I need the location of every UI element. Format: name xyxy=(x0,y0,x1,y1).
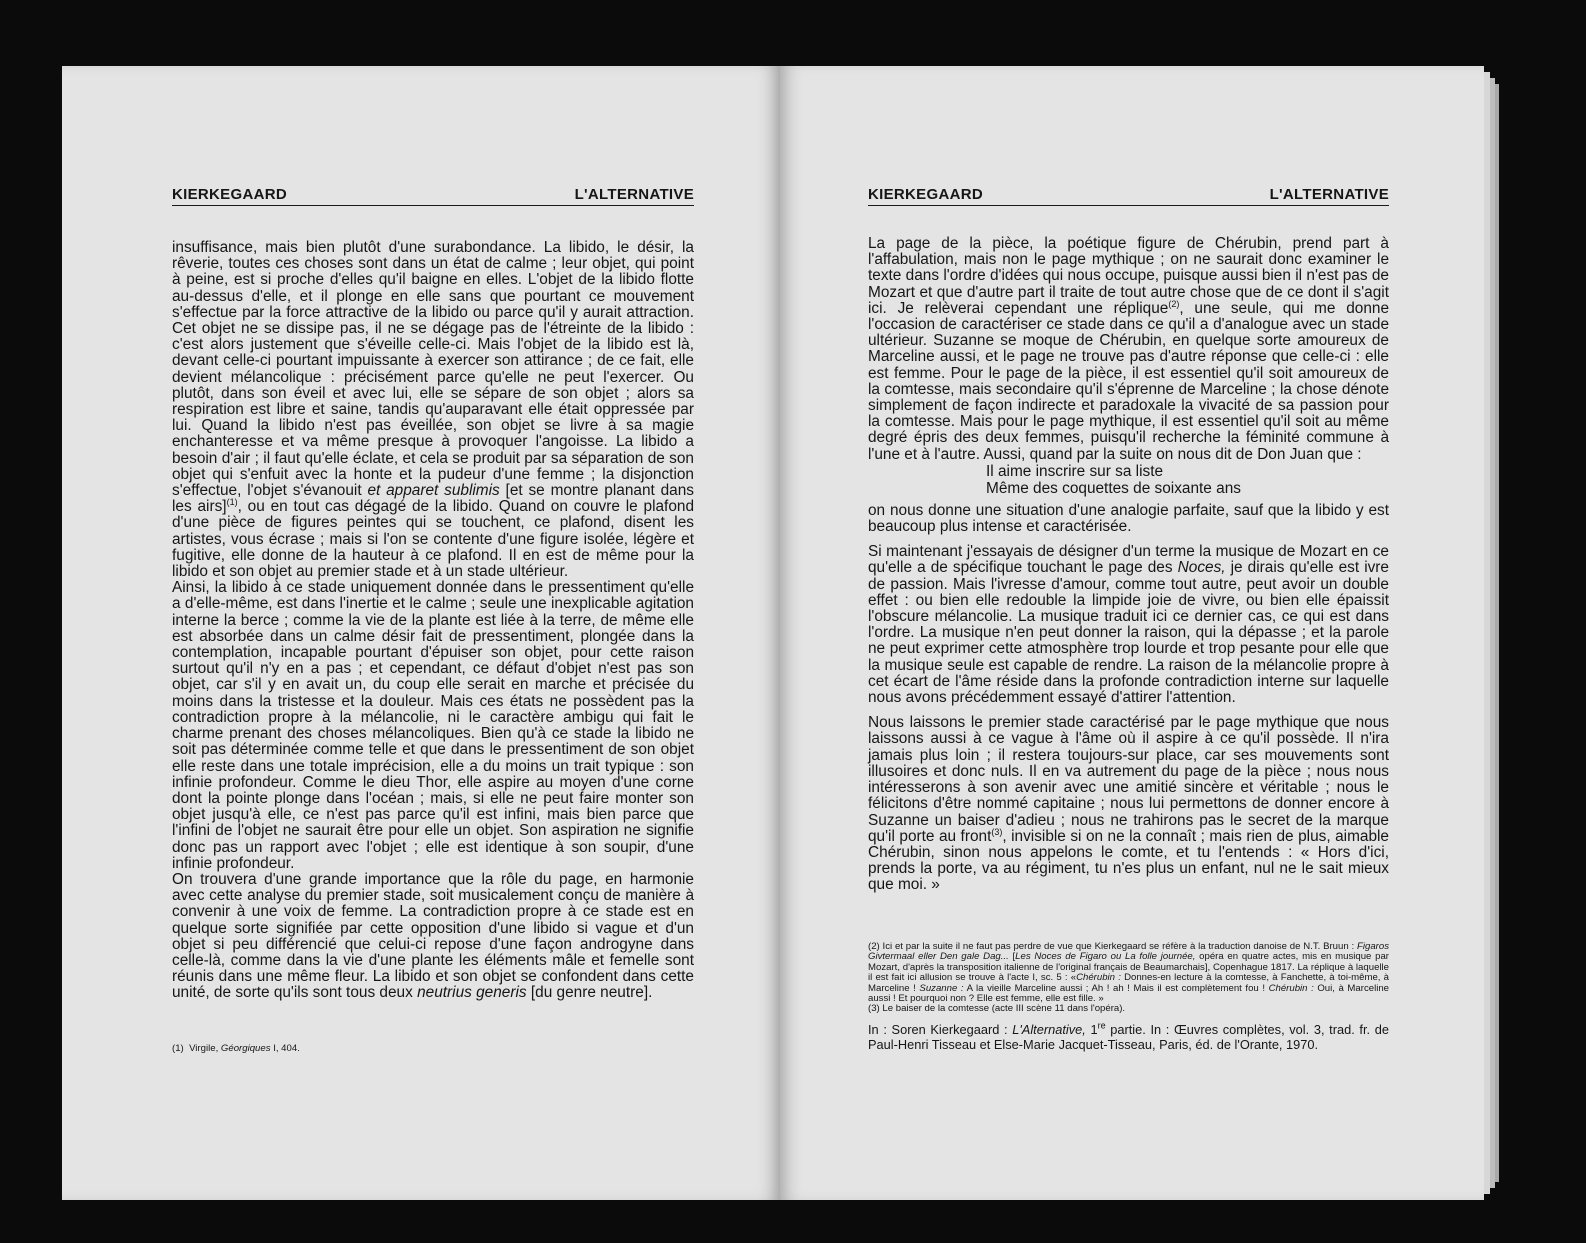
verse-quote xyxy=(986,463,1389,497)
paragraph: insuffisance, mais bien plutôt d'une surabondance. La libido, le désir, la rêverie, toutes ces choses sont dans un état de calme ; leur objet, qui point à peine, est si proche d'elles qu'il baigne en elles. L'objet de la libido flotte au-dessus d'elle, et il plonge en elle sans que pourtant ce mouvement s'effectue par la force attractive de la libido ou parce qu'il y aurait attraction. Cet objet ne se dissipe pas, il ne se dégage pas de l'étreinte de la libido : c'est alors justement que s'éveille celle-ci. Mais l'objet de la libido est là, devant celle-ci pourtant impuissante à exercer son attirance ; de ce fait, elle devient mélancolique : précisément parce qu'elle ne peut l'exercer. Ou plutôt, dans son éveil et avec lui, elle se sépare de son objet ; alors sa respiration est libre et saine, tandis qu'auparavant elle était oppressée par lui. Quand la libido n'est pas éveillée, son objet se livre à sa magie enchanteresse et va même presque à provoquer l'angoisse. La libido a besoin d'air ; il faut qu'elle éclate, et cela se produit par sa séparation de son objet qui s'enfuit avec la honte et la pudeur d'une femme ; la disjonction s'effectue, l'objet s'évanouit et apparet sublimis [et se montre planant dans les airs]$^{(1)}$, ou en tout cas dégagé de la libido. Quand on couvre le plafond d'une pièce de figures peintes qui se touchent, ce plafond, disent les artistes, vous écrase ; mais si l'on se contente d'une figure isolée, légère et fugitive, elle donne de la hauteur à ce plafond. Il en est de même pour la libido et son objet au premier stade et à un stade ultérieur. xyxy=(172,239,695,581)
left-page xyxy=(62,66,780,1200)
footnote-marker: (3) xyxy=(991,826,1003,837)
running-head-right xyxy=(868,184,1389,206)
footnote-3: (3) Le baiser de la comtesse (acte III scène 11 dans l'opéra). xyxy=(868,1003,1126,1015)
paragraph: Ainsi, la libido à ce stade uniquement donnée dans le pressentiment qu'elle a d'elle-même, est dans l'inertie et le calme ; seule une inexplicable agitation interne la berce ; comme la vie de la plante est liée à la terre, de même elle est absorbée dans un calme désir fait de pressentiment, plongée dans la contemplation, incapable pourtant d'épuiser son objet, pour cette raison surtout qu'il n'y en a pas ; et cependant, ce défaut d'objet n'est pas son objet, car s'il y en avait un, du coup elle serait en marche et précisée du moins dans la tristesse et la douleur. Mais ces états ne possèdent pas la contradiction propre à la mélancolie, ni le caractère ambigu qui fait le charme prenant des choses mélancoliques. Bien qu'à ce stade la libido ne soit pas déterminée comme telle et que dans le pressentiment de son objet elle reste dans une totale imprécision, elle a du moins un trait typique : son infinie profondeur. Comme le dieu Thor, elle aspire au moyen d'une corne dont la pointe plonge dans l'océan ; mais, si elle ne peut faire monter son objet jusqu'à elle, ce n'est pas parce qu'il est infini, mais bien parce que l'infini de l'objet ne saurait être pour elle un objet. Son aspiration ne signifie donc pas un rapport avec l'objet ; elle est identique à son soupir, d'une infinie profondeur. xyxy=(172,579,694,872)
page-edge xyxy=(1495,84,1499,1182)
footnote-left: (1) Virgile, Géorgiques I, 404. xyxy=(172,1043,300,1054)
footnote-marker: (1) xyxy=(226,497,238,508)
running-head-title: L'ALTERNATIVE xyxy=(574,186,694,203)
paragraph: on nous donne une situation d'une analogie parfaite, sauf que la libido y est beaucoup plus intense et caractérisée. xyxy=(868,501,1389,536)
paragraph: Si maintenant j'essayais de désigner d'un terme la musique de Mozart en ce qu'elle a de spécifique touchant le page des Noces, je dirais qu'elle est ivre de passion. Mais l'ivresse d'amour, comme tout autre, peut avoir un double effet : ou bien elle redouble la limpide joie de vivre, ou bien elle épaissit l'obscure mélancolie. La musique traduit ici ce dernier cas, ce qui est dans l'ordre. La musique n'en peut donner la raison, qui la dépasse ; et la parole ne peut exprimer cette atmosphère trop lourde et trop pesante pour elle que la musique seule est capable de rendre. La raison de la mélancolie propre à cet écart de l'âme réside dans la profonde contradiction interne sur laquelle nous avons précédemment essayé d'attirer l'attention. xyxy=(868,543,1389,707)
paragraph: On trouvera d'une grande importance que la rôle du page, en harmonie avec cette analyse du premier stade, soit musicalement conçu de manière à convenir à une voix de femme. La contradiction propre à ce stade est en quelque sorte signifiée par cette opposition d'une libido si vague et d'un objet si peu différencié que celui-ci repose d'une façon androgyne dans celle-là, comme dans la vie d'une plante les éléments mâle et femelle sont réunis dans une même fleur. La libido et son objet se confondent dans cette unité, de sorte qu'ils sont tous deux neutrius generis [du genre neutre]. xyxy=(172,870,694,1002)
verse-line: Il aime inscrire sur sa liste xyxy=(986,462,1164,480)
paragraph: La page de la pièce, la poétique figure de Chérubin, prend part à l'affabulation, mais non le page mythique ; on ne saurait donc examiner le texte dans l'ordre d'idées qui nous occupe, puisque aussi bien il n'est pas de Mozart et que d'autre part il traite de tout autre chose que de ce dont il s'agit ici. Je relèverai cependant une réplique$^{(2)}$, une seule, qui me donne l'occasion de caractériser ce stade dans ce qu'il a d'analogue avec un stade ultérieur. Suzanne se moque de Chérubin, en quelque sorte amoureux de Marceline aussi, et le page ne trouve pas d'autre réponse que celle-ci : elle est femme. Pour le page de la pièce, il est essentiel qu'il soit amoureux de la comtesse, mais secondaire qu'il s'éprenne de Marceline ; la chose dénote simplement de façon indirecte et paradoxale la vivacité de sa passion pour la comtesse. Mais pour le page mythique, il est essentiel qu'il soit au même degré épris des deux femmes, puisqu'il recherche la féminité commune à l'une et à l'autre. Aussi, quand par la suite on nous dit de Don Juan que : xyxy=(868,235,1390,463)
running-head-left xyxy=(172,184,694,206)
verse-line: Même des coquettes de soixante ans xyxy=(986,479,1241,497)
footnote-marker: (2) xyxy=(1168,298,1180,309)
footnotes-right xyxy=(868,942,1389,1015)
running-head-author: KIERKEGAARD xyxy=(868,186,983,203)
running-head-author: KIERKEGAARD xyxy=(172,186,287,203)
running-head-title: L'ALTERNATIVE xyxy=(1269,186,1389,203)
paragraph: Nous laissons le premier stade caractérisé par le page mythique que nous laissons aussi à ce vague à l'âme où il aspire à ce qu'il possède. Il n'ira jamais plus loin ; il restera toujours-sur place, car ses mouvements sont illusoires et donc nuls. Il en va autrement du page de la pièce ; nous nous intéresserons à son avenir avec une amitié sincère et véritable ; nous le félicitons d'être nommé capitaine ; nous lui permettons de donner encore à Suzanne un baiser d'adieu ; nous ne trahirons pas le secret de la marque qu'il porte au front$^{(3)}$, invisible si on ne la connaît ; mais rien de plus, aimable Chérubin, sinon nous appelons le comte, et tu l'entends : « Hors d'ici, prends la porte, va au régiment, tu n'es plus un enfant, nul ne le sait mieux que moi. » xyxy=(868,714,1389,894)
right-page xyxy=(780,66,1484,1200)
source-citation: In : Soren Kierkegaard : L'Alternative, 1re partie. In : Œuvres complètes, vol. 3, trad. fr. de Paul-Henri Tisseau et Else-Marie Jacquet-Tisseau, Paris, éd. de l'Orante, 1970. xyxy=(868,1020,1389,1052)
footnote-2: (2) Ici et par la suite il ne faut pas perdre de vue que Kierkegaard se réfère à la traduction danoise de N.T. Bruun : Figaros Givtermaal eller Den gale Dag... [Les Noces de Figaro ou La folle journée, opéra en quatre actes, mis en musique par Mozart, d'après la transposition italienne de l'original français de Beaumarchais], Copenhague 1817. La réplique à laquelle il est fait ici allusion se trouve à l'acte I, sc. 5 : «Chérubin : Donnes-en lecture à la comtesse, à Fanchette, à toi-même, à Marceline ! Suzanne : A la vieille Marceline aussi ; Ah ! ah ! Mais il est complètement fou ! Chérubin : Oui, à Marceline aussi ! Et pourquoi non ? Elle est femme, elle est fille. » xyxy=(868,941,1390,1005)
right-body-text xyxy=(868,236,1389,903)
left-body-text xyxy=(172,240,694,1002)
